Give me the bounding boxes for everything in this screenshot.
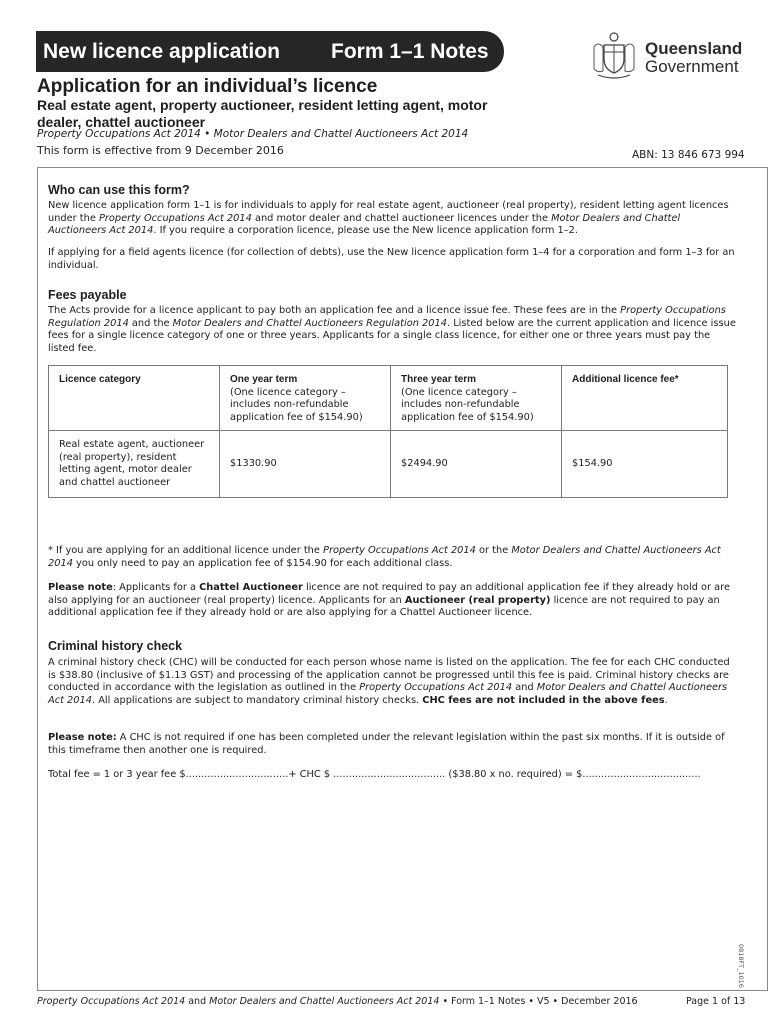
page-subtitle: Real estate agent, property auctioneer, resident letting agent, motor dealer, chattel auctioneer <box>37 97 488 130</box>
who-paragraph-1: New licence application form 1–1 is for individuals to apply for real estate agent, auctioneer (real property), resident letting agent licences under the Property Occupations Act 2014 and motor dealer and chattel auctioneer licences under the Motor Dealers and Chattel Auctioneers Act 2014. If you require a corporation licence, please use the New licence application form 1–2. <box>48 200 729 236</box>
section-heading-chc: Criminal history check <box>48 639 183 653</box>
title-banner <box>36 31 504 72</box>
additional-licence-note: * If you are applying for an additional licence under the Property Occupations Act 2014 or the Motor Dealers and Chattel Auctioneers Act 2014 you only need to pay an application fee of $154.90 for each additional class. <box>48 545 721 569</box>
chc-paragraph: A criminal history check (CHC) will be conducted for each person whose name is listed on the application. The fee for each CHC conducted is $38.80 (inclusive of $1.13 GST) and processing of the application cannot be progressed until this fee is paid. Criminal history checks are conducted in accordance with the legislation as outlined in the Property Occupations Act 2014 and Motor Dealers and Chattel Auctioneers Act 2014. All applications are subject to mandatory criminal history checks. CHC fees are not included in the above fees. <box>48 657 730 706</box>
logo-text-government: Government <box>645 57 739 76</box>
page-title: Application for an individual’s licence <box>37 76 378 97</box>
logo-text-queensland: Queensland <box>645 39 743 58</box>
table-header-three-year: Three year term (One licence category – includes non-refundable application fee of $154.90) <box>391 366 562 431</box>
table-header-additional: Additional licence fee* <box>562 366 728 431</box>
content-frame <box>37 167 768 991</box>
cell-one-year-fee: $1330.90 <box>220 431 391 498</box>
coat-of-arms-icon <box>590 31 638 79</box>
form-code-vertical: 0818FT_1016 <box>737 944 745 988</box>
table-header-one-year: One year term (One licence category – includes non-refundable application fee of $154.90) <box>220 366 391 431</box>
cell-licence-category: Real estate agent, auctioneer (real property), resident letting agent, motor dealer and chattel auctioneer <box>49 431 220 498</box>
cell-three-year-fee: $2494.90 <box>391 431 562 498</box>
cell-additional-fee: $154.90 <box>562 431 728 498</box>
who-paragraph-2: If applying for a field agents licence (for collection of debts), use the New licence application form 1–4 for a corporation and form 1–3 for an individual. <box>48 247 735 271</box>
effective-date: This form is effective from 9 December 2016 <box>37 144 284 157</box>
fees-please-note: Please note: Applicants for a Chattel Auctioneer licence are not required to pay an additional application fee if they already hold or are also applying for an auctioneer (real property) licence. Applicants for an Auctioneer (real property) licence are not required to pay an additional application fee if they already hold or are also applying for a Chattel Auctioneer licence. <box>48 582 731 618</box>
table-header-licence-category: Licence category <box>49 366 220 431</box>
banner-form-number: Form 1–1 Notes <box>331 40 489 63</box>
footer-text: Property Occupations Act 2014 and Motor Dealers and Chattel Auctioneers Act 2014 • Form 1–1 Notes • V5 • December 2016 <box>37 996 638 1007</box>
banner-title: New licence application <box>43 40 280 63</box>
acts-line: Property Occupations Act 2014 • Motor Dealers and Chattel Auctioneers Act 2014 <box>37 128 469 140</box>
table-row <box>49 431 728 498</box>
fees-paragraph: The Acts provide for a licence applicant to pay both an application fee and a licence issue fee. These fees are in the Property Occupations Regulation 2014 and the Motor Dealers and Chattel Auctioneers Regulation 2014. Listed below are the current application and licence issue fees for a single licence category of one or three years. Applicants for a single class licence, for either one or three years must pay the listed fee. <box>48 305 736 354</box>
abn-number: ABN: 13 846 673 994 <box>632 149 745 161</box>
page-number: Page 1 of 13 <box>686 996 746 1007</box>
queensland-government-logo <box>590 31 745 81</box>
chc-please-note: Please note: A CHC is not required if one has been completed under the relevant legislation within the past six months. If it is outside of this timeframe then another one is required. <box>48 732 725 756</box>
section-heading-fees: Fees payable <box>48 288 127 302</box>
total-fee-line: Total fee = 1 or 3 year fee $.................................+ CHC $ .................................... ($38.80 x no. required) = $...................................... <box>48 769 701 780</box>
section-heading-who: Who can use this form? <box>48 183 190 197</box>
fees-table <box>48 365 728 498</box>
table-header-row <box>49 366 728 431</box>
